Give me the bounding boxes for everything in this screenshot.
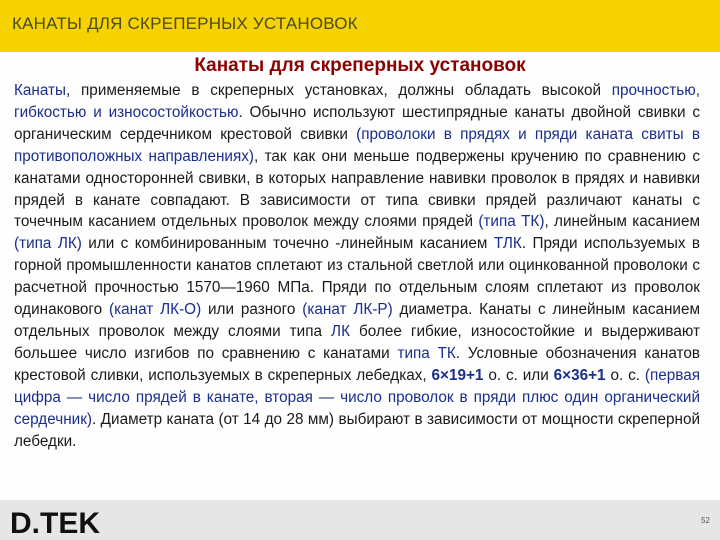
body-span: (канат ЛК-О) bbox=[109, 301, 202, 319]
header-bar bbox=[0, 0, 720, 52]
body-span: о. с. или bbox=[483, 366, 554, 384]
body-span: (канат ЛК-Р) bbox=[302, 301, 393, 319]
body-span: (типа ТК) bbox=[478, 213, 545, 231]
body-span: , линейным касанием bbox=[544, 213, 700, 231]
body-span: , так как они меньше подвержены кручению по сравнению с канатами односторонней свивки, в которых направление навивки проволок в прядях и навивки прядей в канате совпадают. В зависимости от типа свивки прядей различают канаты с точечным касанием отдельных проволок между слоями прядей bbox=[14, 147, 700, 231]
body-span: типа ТК bbox=[397, 344, 456, 362]
slide-subtitle: Канаты для скреперных установок bbox=[194, 55, 526, 76]
body-span: или разного bbox=[201, 301, 303, 319]
body-span: о. с. bbox=[605, 366, 645, 384]
body-span: Канаты bbox=[14, 82, 67, 99]
body-span: . Условные обозначения канатов крестовой сливки, используемых в скреперных лебедках, bbox=[14, 344, 700, 384]
body-span: (типа ЛК) bbox=[14, 235, 82, 253]
body-span: , применяемые в скреперных установках, должны обладать высокой bbox=[66, 82, 612, 99]
body-span: . Обычно используют шестипрядные канаты двойной свивки с органическим сердечником крестовой свивки bbox=[14, 103, 700, 143]
body-span: . Диаметр каната (от 14 до 28 мм) выбирают в зависимости от мощности скреперной лебедки. bbox=[14, 410, 700, 450]
body-span: или с комбинированным точечно -линейным касанием bbox=[81, 235, 494, 253]
logo-text: D.TEK bbox=[10, 507, 100, 538]
body-span: (проволоки в прядях и пряди каната свиты в противоположных направлениях) bbox=[14, 125, 700, 165]
body-span: ЛК bbox=[331, 322, 350, 340]
dtek-logo bbox=[8, 500, 108, 538]
footer-bar bbox=[0, 500, 720, 540]
body-span: диаметра. Канаты с линейным касанием отдельных проволок между слоями типа bbox=[14, 301, 701, 340]
body-span: (первая цифра — число прядей в канате, вторая — число проволок в пряди плюс один органический сердечник) bbox=[14, 366, 701, 428]
body-span: 6×19+1 bbox=[431, 366, 484, 384]
page-number: 52 bbox=[701, 516, 710, 525]
slide-title: КАНАТЫ ДЛЯ СКРЕПЕРНЫХ УСТАНОВОК bbox=[12, 14, 358, 33]
body-span: . Пряди используемых в горной промышленности канатов сплетают из стальной светлой или оцинкованной проволоки с расчетной прочностью 1570—1960 МПа. Пряди по отдельным слоям сплетают из проволок одинакового bbox=[14, 235, 700, 319]
body-paragraph bbox=[14, 80, 700, 452]
body-span: более гибкие, износостойкие и выдерживают большее число изгибов по сравнению с канатами bbox=[14, 322, 700, 362]
body-span: 6×36+1 bbox=[553, 366, 606, 384]
body-span: ТЛК bbox=[493, 235, 522, 253]
body-span: прочностью, гибкостью и износостойкостью bbox=[14, 82, 700, 121]
